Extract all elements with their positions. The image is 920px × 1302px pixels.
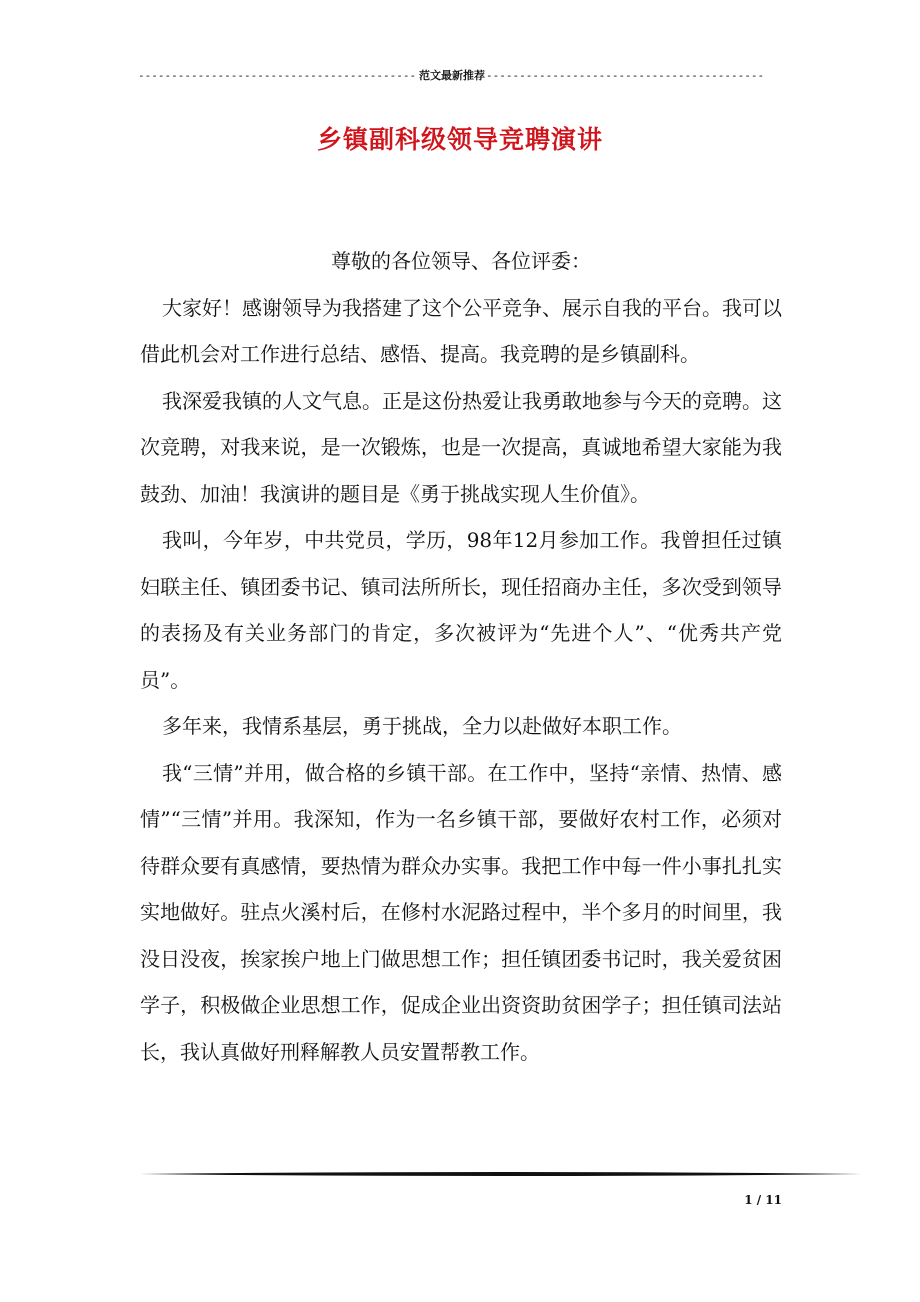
page-number: 1 / 11 [744,1193,782,1207]
document-body [140,238,782,1075]
paragraph-2: 我深爱我镇的人文气息。正是这份热爱让我勇敢地参与今天的竞聘。这次竞聘，对我来说，是一次锻炼，也是一次提高，真诚地希望大家能为我鼓劲、加油！我演讲的题目是《勇于挑战实现人生价值》。 [140,388,782,506]
header-dash-right [486,68,766,84]
header-dash-left [138,68,418,84]
header-label: 范文最新推荐 [419,69,485,82]
footer-rule [140,1171,862,1177]
page-header [138,68,766,84]
paragraph-1: 大家好！感谢领导为我搭建了这个公平竞争、展示自我的平台。我可以借此机会对工作进行总结、感悟、提高。我竞聘的是乡镇副科。 [140,295,782,366]
salutation: 尊敬的各位领导、各位评委： [331,249,591,273]
paragraph-5: 我“三情”并用，做合格的乡镇干部。在工作中，坚持“亲情、热情、感情”“三情”并用。我深知，作为一名乡镇干部，要做好农村工作，必须对待群众要有真感情，要热情为群众办实事。我把工作中每一件小事扎扎实实地做好。驻点火溪村后，在修村水泥路过程中，半个多月的时间里，我没日没夜，挨家挨户地上门做思想工作；担任镇团委书记时，我关爱贫困学子，积极做企业思想工作，促成企业出资资助贫困学子；担任镇司法站长，我认真做好刑释解教人员安置帮教工作。 [140,760,782,1064]
paragraph-4: 多年来，我情系基层，勇于挑战，全力以赴做好本职工作。 [162,714,682,738]
document-title: 乡镇副科级领导竞聘演讲 [316,125,603,154]
paragraph-3: 我叫，今年岁，中共党员，学历，98年12月参加工作。我曾担任过镇妇联主任、镇团委书记、镇司法所所长，现任招商办主任，多次受到领导的表扬及有关业务部门的肯定，多次被评为“先进个人”、“优秀共产党员”。 [140,528,782,692]
